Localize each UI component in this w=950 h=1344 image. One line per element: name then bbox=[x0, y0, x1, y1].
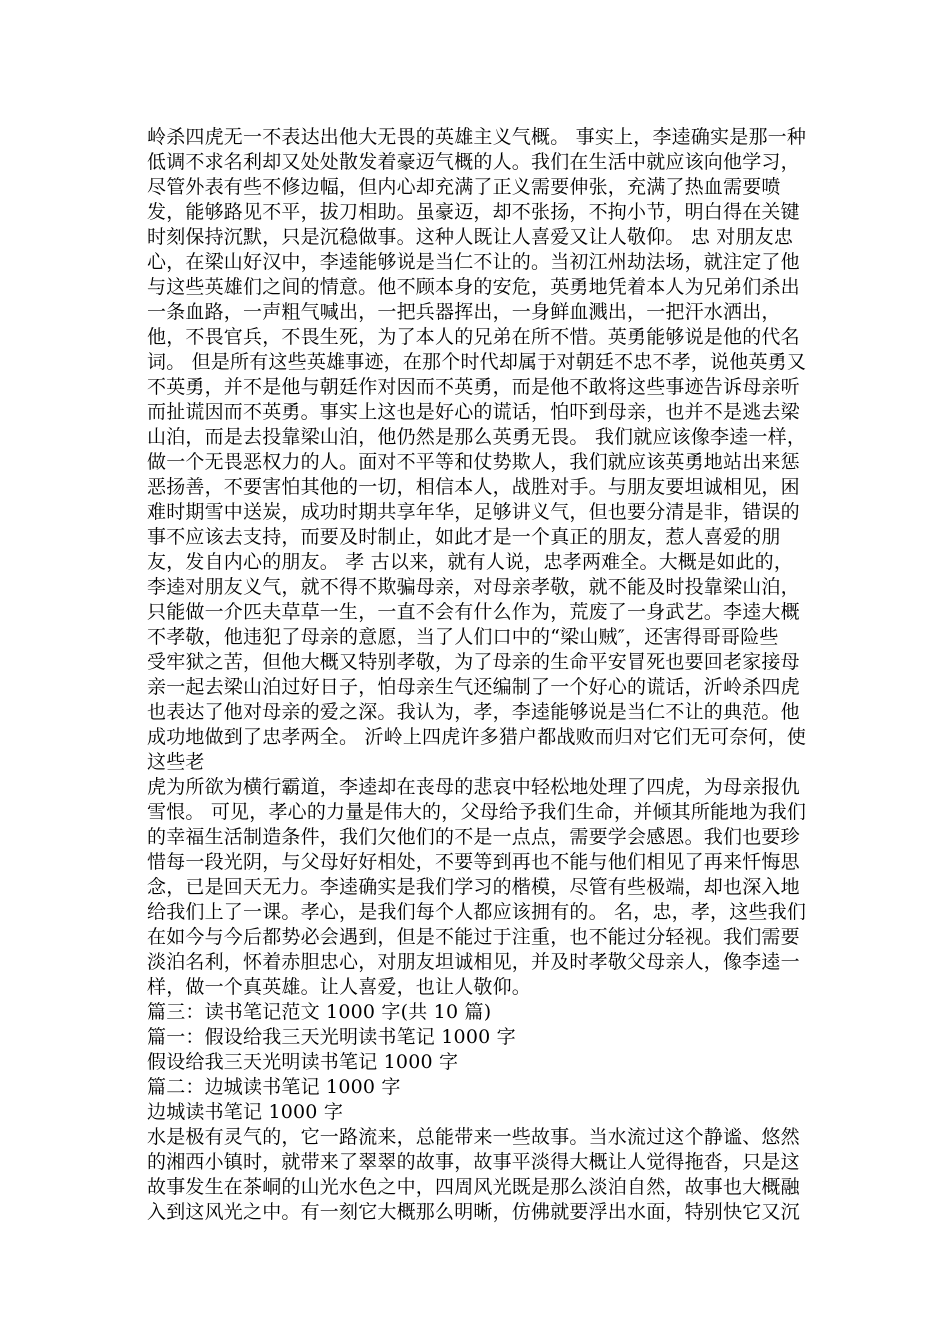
text-line: 山泊，而是去投靠梁山泊，他仍然是那么英勇无畏。 我们就应该像李逵一样， bbox=[147, 426, 807, 448]
essay-paragraph-conclusion bbox=[147, 775, 807, 1000]
document-page bbox=[147, 125, 807, 1225]
section-heading-part3: 篇三：读书笔记范文 1000 字(共 10 篇) bbox=[147, 1001, 492, 1023]
text-line: 不英勇，并不是他与朝廷作对因而不英勇，而是他不敢将这些事迹告诉母亲听 bbox=[147, 376, 800, 398]
text-line: 成功地做到了忠孝两全。 沂岭上四虎许多猎户都战败而归对它们无可奈何，使 bbox=[147, 726, 807, 748]
text-line: 一条血路，一声粗气喊出，一把兵器挥出，一身鲜血溅出，一把汗水洒出， bbox=[147, 301, 781, 323]
text-line: 词。 但是所有这些英雄事迹，在那个时代却属于对朝廷不忠不孝，说他英勇又 bbox=[147, 351, 807, 373]
text-line: 故事发生在茶峒的山光水色之中，四周风光既是那么淡泊自然，故事也大概融 bbox=[147, 1176, 800, 1198]
article-title-part1: 假设给我三天光明读书笔记 1000 字 bbox=[147, 1051, 459, 1073]
text-line: 事不应该去支持，而要及时制止，如此才是一个真正的朋友，惹人喜爱的朋 bbox=[147, 526, 781, 548]
text-line: 不孝敬，他违犯了母亲的意愿，当了人们口中的“梁山贼″，还害得哥哥险些 bbox=[147, 626, 779, 648]
essay-paragraph-loyalty-filial bbox=[147, 125, 807, 775]
text-line: 给我们上了一课。孝心，是我们每个人都应该拥有的。 名，忠，孝，这些我们 bbox=[147, 901, 807, 923]
text-line: 发，能够路见不平，拔刀相助。虽豪迈，却不张扬，不拘小节，明白得在关键 bbox=[147, 201, 800, 223]
text-line: 友，发自内心的朋友。 孝 古以来，就有人说，忠孝两难全。大概是如此的， bbox=[147, 551, 794, 573]
essay-paragraph-border-town bbox=[147, 1125, 807, 1225]
text-line: 受牢狱之苦，但他大概又特别孝敬，为了母亲的生命平安冒死也要回老家接母 bbox=[147, 651, 800, 673]
text-line: 虎为所欲为横行霸道，李逵却在丧母的悲哀中轻松地处理了四虎，为母亲报仇 bbox=[147, 776, 800, 798]
text-line: 时刻保持沉默，只是沉稳做事。这种人既让人喜爱又让人敬仰。 忠 对朋友忠 bbox=[147, 226, 794, 248]
text-line: 水是极有灵气的，它一路流来，总能带来一些故事。当水流过这个静谧、悠然 bbox=[147, 1126, 800, 1148]
text-line: 尽管外表有些不修边幅，但内心却充满了正义需要伸张，充满了热血需要喷 bbox=[147, 176, 781, 198]
text-line: 雪恨。 可见，孝心的力量是伟大的，父母给予我们生命，并倾其所能地为我们 bbox=[147, 801, 807, 823]
text-line: 做一个无畏恶权力的人。面对不平等和仗势欺人，我们就应该英勇地站出来惩 bbox=[147, 451, 800, 473]
article-title-part2: 边城读书笔记 1000 字 bbox=[147, 1101, 344, 1123]
text-line: 惜每一段光阴，与父母好好相处，不要等到再也不能与他们相见了再来忏悔思 bbox=[147, 851, 800, 873]
text-line: 低调不求名利却又处处散发着豪迈气概的人。我们在生活中就应该向他学习， bbox=[147, 151, 800, 173]
text-line: 与这些英雄们之间的情意。他不顾本身的安危，英勇地凭着本人为兄弟们杀出 bbox=[147, 276, 800, 298]
text-line: 岭杀四虎无一不表达出他大无畏的英雄主义气概。 事实上，李逵确实是那一种 bbox=[147, 126, 807, 148]
section-heading-part2: 篇二：边城读书笔记 1000 字 bbox=[147, 1076, 401, 1098]
text-line: 淡泊名利，怀着赤胆忠心，对朋友坦诚相见，并及时孝敬父母亲人，像李逵一 bbox=[147, 951, 800, 973]
text-line: 李逵对朋友义气，就不得不欺骗母亲，对母亲孝敬，就不能及时投靠梁山泊， bbox=[147, 576, 800, 598]
text-line: 而扯谎因而不英勇。事实上这也是好心的谎话，怕吓到母亲，也并不是逃去梁 bbox=[147, 401, 800, 423]
section-heading-part1: 篇一：假设给我三天光明读书笔记 1000 字 bbox=[147, 1026, 516, 1048]
text-line: 心，在梁山好汉中，李逵能够说是当仁不让的。当初江州劫法场，就注定了他 bbox=[147, 251, 800, 273]
text-line: 恶扬善，不要害怕其他的一切，相信本人，战胜对手。与朋友要坦诚相见，困 bbox=[147, 476, 800, 498]
text-line: 在如今与今后都势必会遇到，但是不能过于注重，也不能过分轻视。我们需要 bbox=[147, 926, 800, 948]
text-line: 样，做一个真英雄。让人喜爱，也让人敬仰。 bbox=[147, 976, 532, 998]
text-line: 念，已是回天无力。李逵确实是我们学习的楷模，尽管有些极端，却也深入地 bbox=[147, 876, 800, 898]
text-line: 也表达了他对母亲的爱之深。我认为，孝，李逵能够说是当仁不让的典范。他 bbox=[147, 701, 800, 723]
text-line: 的湘西小镇时，就带来了翠翠的故事，故事平淡得大概让人觉得拖沓，只是这 bbox=[147, 1151, 800, 1173]
text-line: 难时期雪中送炭，成功时期共享年华，足够讲义气，但也要分清是非，错误的 bbox=[147, 501, 800, 523]
text-line: 他，不畏官兵，不畏生死，为了本人的兄弟在所不惜。英勇能够说是他的代名 bbox=[147, 326, 800, 348]
text-line: 入到这风光之中。有一刻它大概那么明晰，仿佛就要浮出水面，特别快它又沉 bbox=[147, 1201, 800, 1223]
text-line: 亲一起去梁山泊过好日子，怕母亲生气还编制了一个好心的谎话，沂岭杀四虎 bbox=[147, 676, 800, 698]
text-line: 这些老 bbox=[147, 751, 205, 773]
text-line: 的幸福生活制造条件，我们欠他们的不是一点点，需要学会感恩。我们也要珍 bbox=[147, 826, 800, 848]
text-line: 只能做一介匹夫草草一生，一直不会有什么作为，荒废了一身武艺。李逵大概 bbox=[147, 601, 800, 623]
